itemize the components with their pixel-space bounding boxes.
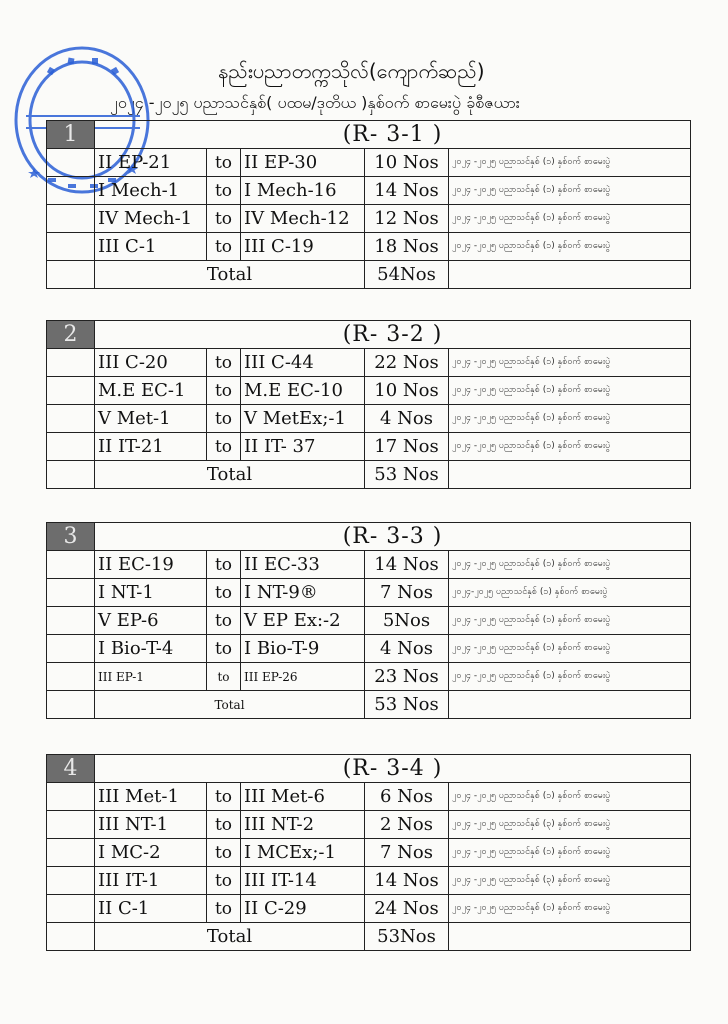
- to-label: to: [207, 663, 241, 691]
- exam-note: ၂၀၂၄ -၂၀၂၅ ပညာသင်နှစ် (၁) နှစ်ဝက် စာမေးပွဲ: [449, 405, 691, 433]
- roll-from: I MC-2: [95, 839, 207, 867]
- roll-from: III Met-1: [95, 783, 207, 811]
- student-count: 14 Nos: [365, 177, 449, 205]
- to-label: to: [207, 433, 241, 461]
- table-row: [47, 867, 691, 895]
- room-header-row: [47, 755, 691, 783]
- room-block-4: [46, 754, 690, 951]
- student-count: 5Nos: [365, 607, 449, 635]
- exam-note: ၂၀၂၄ -၂၀၂၅ ပညာသင်နှစ် (၁) နှစ်ဝက် စာမေးပွဲ: [449, 783, 691, 811]
- to-label: to: [207, 149, 241, 177]
- roll-from: II C-1: [95, 895, 207, 923]
- roll-to: II C-29: [241, 895, 365, 923]
- table-row: [47, 895, 691, 923]
- to-label: to: [207, 783, 241, 811]
- exam-note: ၂၀၂၄ -၂၀၂၅ ပညာသင်နှစ် (၁) နှစ်ဝက် စာမေးပွဲ: [449, 205, 691, 233]
- student-count: 7 Nos: [365, 579, 449, 607]
- total-row: [47, 691, 691, 719]
- room-header-row: [47, 523, 691, 551]
- room-label: (R- 3-4 ): [95, 755, 691, 783]
- roll-to: III NT-2: [241, 811, 365, 839]
- roll-from: II IT-21: [95, 433, 207, 461]
- total-row: [47, 923, 691, 951]
- student-count: 10 Nos: [365, 149, 449, 177]
- roll-to: II IT- 37: [241, 433, 365, 461]
- roll-to: III EP-26: [241, 663, 365, 691]
- exam-note: ၂၀၂၄ -၂၀၂၅ ပညာသင်နှစ် (၁) နှစ်ဝက် စာမေးပွဲ: [449, 349, 691, 377]
- to-label: to: [207, 607, 241, 635]
- roll-from: III C-1: [95, 233, 207, 261]
- roll-to: III Met-6: [241, 783, 365, 811]
- to-label: to: [207, 233, 241, 261]
- student-count: 4 Nos: [365, 405, 449, 433]
- roll-to: II EP-30: [241, 149, 365, 177]
- to-label: to: [207, 839, 241, 867]
- room-block-2: [46, 320, 690, 489]
- block-number: 1: [47, 121, 95, 149]
- roll-to: V MetEx;-1: [241, 405, 365, 433]
- roll-from: II EC-19: [95, 551, 207, 579]
- table-row: [47, 205, 691, 233]
- page-title: နည်းပညာတက္ကသိုလ်(ကျောက်ဆည်): [218, 59, 485, 83]
- to-label: to: [207, 811, 241, 839]
- student-count: 14 Nos: [365, 551, 449, 579]
- table-row: [47, 579, 691, 607]
- table-row: [47, 811, 691, 839]
- room-block-1: [46, 120, 690, 289]
- total-label: Total: [95, 691, 365, 719]
- room-label: (R- 3-3 ): [95, 523, 691, 551]
- roll-to: III C-19: [241, 233, 365, 261]
- roll-from: II EP-21: [95, 149, 207, 177]
- roll-from: III NT-1: [95, 811, 207, 839]
- total-row: [47, 461, 691, 489]
- roll-to: I MCEx;-1: [241, 839, 365, 867]
- exam-note: ၂၀၂၄ -၂၀၂၅ ပညာသင်နှစ် (၃) နှစ်ဝက် စာမေးပွဲ: [449, 811, 691, 839]
- roll-to: V EP Ex:-2: [241, 607, 365, 635]
- to-label: to: [207, 635, 241, 663]
- roll-from: I Bio-T-4: [95, 635, 207, 663]
- exam-note: ၂၀၂၄ -၂၀၂၅ ပညာသင်နှစ် (၁) နှစ်ဝက် စာမေးပွဲ: [449, 177, 691, 205]
- table-row: [47, 177, 691, 205]
- student-count: 6 Nos: [365, 783, 449, 811]
- table-row: [47, 433, 691, 461]
- roll-from: III IT-1: [95, 867, 207, 895]
- exam-note: ၂၀၂၄ -၂၀၂၅ ပညာသင်နှစ် (၁) နှစ်ဝက် စာမေးပွဲ: [449, 433, 691, 461]
- to-label: to: [207, 405, 241, 433]
- student-count: 17 Nos: [365, 433, 449, 461]
- roll-to: II EC-33: [241, 551, 365, 579]
- table-row: [47, 349, 691, 377]
- student-count: 12 Nos: [365, 205, 449, 233]
- student-count: 4 Nos: [365, 635, 449, 663]
- room-label: (R- 3-2 ): [95, 321, 691, 349]
- roll-to: IV Mech-12: [241, 205, 365, 233]
- roll-from: III EP-1: [95, 663, 207, 691]
- to-label: to: [207, 377, 241, 405]
- total-label: Total: [95, 923, 365, 951]
- table-row: [47, 377, 691, 405]
- roll-from: V Met-1: [95, 405, 207, 433]
- exam-note: ၂၀၂၄ -၂၀၂၅ ပညာသင်နှစ် (၁) နှစ်ဝက် စာမေးပွဲ: [449, 149, 691, 177]
- exam-note: ၂၀၂၄ -၂၀၂၅ ပညာသင်နှစ် (၁) နှစ်ဝက် စာမေးပွဲ: [449, 663, 691, 691]
- block-number: 4: [47, 755, 95, 783]
- roll-to: III C-44: [241, 349, 365, 377]
- table-row: [47, 149, 691, 177]
- room-header-row: [47, 321, 691, 349]
- block-number: 2: [47, 321, 95, 349]
- exam-note: ၂၀၂၄ -၂၀၂၅ ပညာသင်နှစ် (၁) နှစ်ဝက် စာမေးပွဲ: [449, 895, 691, 923]
- page-subtitle: ၂၀၂၄ -၂၀၂၅ ပညာသင်နှစ်( ပထမ/ဒုတိယ )နှစ်ဝက် စာမေးပွဲ ခုံစီဇယား: [110, 93, 520, 112]
- table-row: [47, 405, 691, 433]
- seating-table: [46, 754, 691, 951]
- student-count: 23 Nos: [365, 663, 449, 691]
- roll-to: III IT-14: [241, 867, 365, 895]
- table-row: [47, 635, 691, 663]
- to-label: to: [207, 349, 241, 377]
- to-label: to: [207, 551, 241, 579]
- room-label: (R- 3-1 ): [95, 121, 691, 149]
- roll-from: I NT-1: [95, 579, 207, 607]
- table-row: [47, 839, 691, 867]
- total-count: 53 Nos: [365, 461, 449, 489]
- to-label: to: [207, 177, 241, 205]
- total-count: 53Nos: [365, 923, 449, 951]
- student-count: 14 Nos: [365, 867, 449, 895]
- exam-note: ၂၀၂၄ -၂၀၂၅ ပညာသင်နှစ် (၁) နှစ်ဝက် စာမေးပွဲ: [449, 551, 691, 579]
- total-count: 54Nos: [365, 261, 449, 289]
- student-count: 2 Nos: [365, 811, 449, 839]
- student-count: 10 Nos: [365, 377, 449, 405]
- seating-table: [46, 120, 691, 289]
- exam-note: ၂၀၂၄ -၂၀၂၅ ပညာသင်နှစ် (၃) နှစ်ဝက် စာမေးပွဲ: [449, 867, 691, 895]
- to-label: to: [207, 895, 241, 923]
- total-label: Total: [95, 261, 365, 289]
- table-row: [47, 233, 691, 261]
- roll-to: I Bio-T-9: [241, 635, 365, 663]
- roll-to: M.E EC-10: [241, 377, 365, 405]
- student-count: 18 Nos: [365, 233, 449, 261]
- exam-note: ၂၀၂၄ -၂၀၂၅ ပညာသင်နှစ် (၁) နှစ်ဝက် စာမေးပွဲ: [449, 377, 691, 405]
- to-label: to: [207, 867, 241, 895]
- exam-note: ၂၀၂၄ -၂၀၂၅ ပညာသင်နှစ် (၁) နှစ်ဝက် စာမေးပွဲ: [449, 233, 691, 261]
- exam-note: ၂၀၂၄ -၂၀၂၅ ပညာသင်နှစ် (၁) နှစ်ဝက် စာမေးပွဲ: [449, 635, 691, 663]
- to-label: to: [207, 205, 241, 233]
- seating-table: [46, 320, 691, 489]
- total-label: Total: [95, 461, 365, 489]
- block-number: 3: [47, 523, 95, 551]
- student-count: 22 Nos: [365, 349, 449, 377]
- roll-from: IV Mech-1: [95, 205, 207, 233]
- table-row: [47, 663, 691, 691]
- roll-to: I Mech-16: [241, 177, 365, 205]
- table-row: [47, 607, 691, 635]
- exam-note: ၂၀၂၄ -၂၀၂၅ ပညာသင်နှစ် (၁) နှစ်ဝက် စာမေးပွဲ: [449, 607, 691, 635]
- student-count: 24 Nos: [365, 895, 449, 923]
- student-count: 7 Nos: [365, 839, 449, 867]
- roll-from: V EP-6: [95, 607, 207, 635]
- roll-from: I Mech-1: [95, 177, 207, 205]
- exam-note: ၂၀၂၄-၂၀၂၅ ပညာသင်နှစ် (၁) နှစ်ဝက် စာမေးပွဲ: [449, 579, 691, 607]
- total-count: 53 Nos: [365, 691, 449, 719]
- roll-from: III C-20: [95, 349, 207, 377]
- table-row: [47, 551, 691, 579]
- room-header-row: [47, 121, 691, 149]
- to-label: to: [207, 579, 241, 607]
- roll-from: M.E EC-1: [95, 377, 207, 405]
- roll-to: I NT-9®: [241, 579, 365, 607]
- table-row: [47, 783, 691, 811]
- exam-note: ၂၀၂၄ -၂၀၂၅ ပညာသင်နှစ် (၁) နှစ်ဝက် စာမေးပွဲ: [449, 839, 691, 867]
- room-block-3: [46, 522, 690, 719]
- seating-table: [46, 522, 691, 719]
- total-row: [47, 261, 691, 289]
